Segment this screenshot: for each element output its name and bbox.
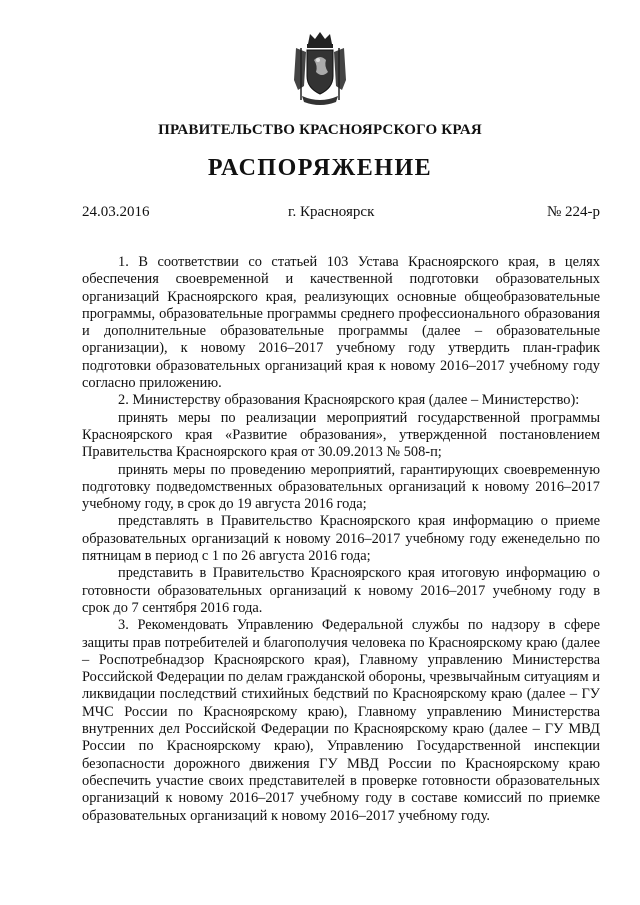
paragraph-1: 1. В соответствии со статьей 103 Устава Красноярского края, в целях обеспечения своевременной и качественной подготовки образовательных организаций Красноярского края, реализующих основные общеобразовательные программы, образовательные программы среднего профессионального образования и дополнительные образовательные программы (далее – образовательные организации), к новому 2016–2017 учебному году утвердить план-график подготовки образовательных организаций края к новому 2016–2017 учебному году согласно приложению. bbox=[82, 254, 600, 392]
paragraph-2-item-3: представлять в Правительство Красноярского края информацию о приеме образовательных организаций к новому 2016–2017 учебному году еженедельно по пятницам в период с 1 по 26 августа 2016 года; bbox=[82, 513, 600, 565]
paragraph-2-item-1: принять меры по реализации мероприятий государственной программы Красноярского края «Развитие образования», утвержденной постановлением Правительства Красноярского края от 30.09.2013 № 508-п; bbox=[82, 409, 600, 461]
document-date: 24.03.2016 bbox=[82, 204, 150, 220]
document-number: № 224-р bbox=[546, 204, 600, 220]
document-body bbox=[82, 254, 600, 825]
paragraph-3: 3. Рекомендовать Управлению Федеральной службы по надзору в сфере защиты прав потребителей и благополучия человека по Красноярскому краю (далее – Роспотребнадзор Красноярского края), Главному управлению Министерства Российской Федерации по делам гражданской обороны, чрезвычайным ситуациям и ликвидации последствий стихийных бедствий по Красноярскому краю (далее – ГУ МЧС России по Красноярскому краю), Главному управлению Министерства внутренних дел Российской Федерации по Красноярскому краю (далее – ГУ МВД России по Красноярскому краю), Управлению Государственной инспекции безопасности дорожного движения ГУ МВД России по Красноярскому краю обеспечить участие своих представителей в проверке готовности образовательных организаций к новому 2016–2017 учебному году в составе комиссий по приемке образовательных организаций к новому 2016–2017 учебному году. bbox=[82, 617, 600, 824]
organization-title: ПРАВИТЕЛЬСТВО КРАСНОЯРСКОГО КРАЯ bbox=[158, 122, 482, 138]
paragraph-2-item-4: представить в Правительство Красноярского края итоговую информацию о готовности образовательных организаций к новому 2016–2017 учебному году в срок до 7 сентября 2016 года. bbox=[82, 565, 600, 616]
paragraph-2: 2. Министерству образования Красноярского края (далее – Министерство): bbox=[118, 392, 580, 409]
coat-of-arms-icon bbox=[292, 30, 348, 108]
paragraph-2-item-2: принять меры по проведению мероприятий, гарантирующих своевременную подготовку подведомственных образовательных организаций к новому 2016–2017 учебному году, в срок до 19 августа 2016 года; bbox=[82, 461, 600, 513]
document-city: г. Красноярск bbox=[288, 204, 375, 220]
document-type-title: РАСПОРЯЖЕНИЕ bbox=[207, 155, 433, 181]
